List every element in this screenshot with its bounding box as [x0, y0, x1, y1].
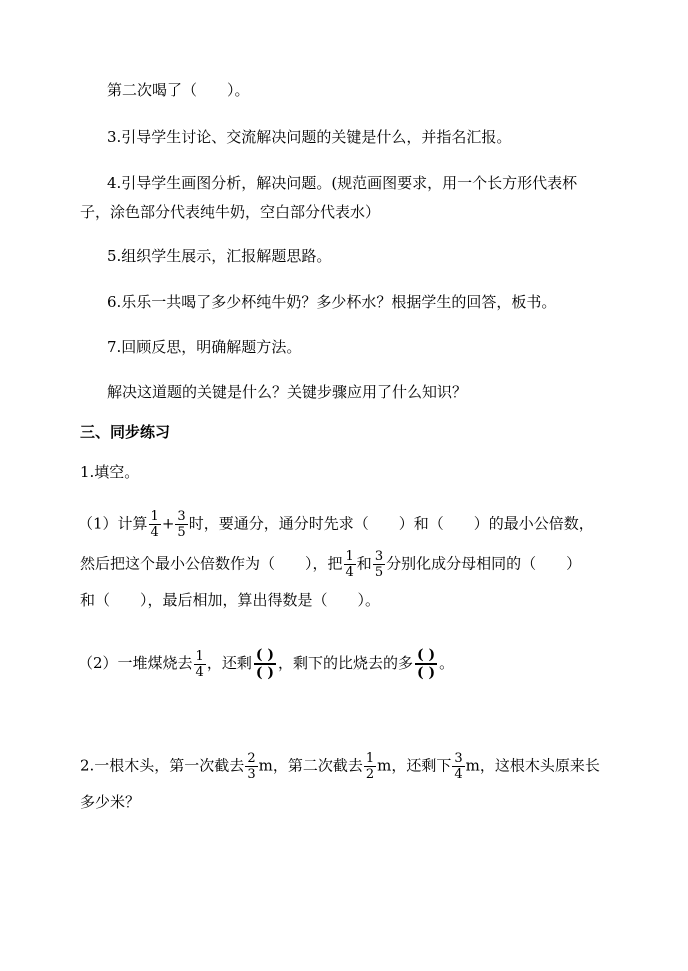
- q1-2-prefix: （2）一堆煤烧去: [78, 654, 193, 672]
- question-1-2: [78, 647, 454, 681]
- q2-prefix: 2.一根木头，第一次截去: [80, 756, 245, 775]
- fraction-numerator: 3: [374, 549, 384, 564]
- question-title: 1.填空。: [80, 463, 140, 481]
- section-title: 三、同步练习: [80, 423, 171, 441]
- text-line: 7.回顾反思，明确解题方法。: [107, 338, 302, 356]
- and-word: 和: [356, 554, 372, 573]
- fraction-one-fourth: [194, 649, 206, 680]
- text-line: 6.乐乐一共喝了多少杯纯牛奶？多少杯水？根据学生的回答，板书。: [107, 293, 557, 311]
- fraction-one-half: [364, 751, 376, 782]
- blank-fraction: [254, 647, 276, 681]
- fraction-numerator: 3: [454, 751, 463, 766]
- q2-unit2: m，还剩下: [377, 756, 452, 775]
- q2-unit3: m，这根木头原来长: [465, 756, 600, 775]
- text-line: 第二次喝了（ ）。: [107, 81, 250, 99]
- q1-2-mid: ，还剩: [206, 654, 252, 672]
- fraction-three-fifths: [175, 509, 187, 540]
- question-1-1-line-2: [80, 549, 581, 580]
- text-line: 5.组织学生展示，汇报解题思路。: [107, 247, 332, 265]
- text-line: 解决这道题的关键是什么？关键步骤应用了什么知识？: [107, 383, 468, 401]
- q1-2-mid2: ，剩下的比烧去的多: [277, 654, 413, 672]
- fraction-three-fourths: [452, 751, 464, 782]
- blank-numerator: ( ): [255, 647, 274, 663]
- blank-fraction: [415, 647, 437, 681]
- q2-unit1: m，第二次截去: [258, 756, 363, 775]
- fraction-two-thirds: [245, 751, 257, 782]
- fraction-numerator: 1: [150, 509, 159, 524]
- text-line: 3.引导学生讨论、交流解决问题的关键是什么，并指名汇报。: [107, 128, 512, 146]
- question-1-1-line-3: 和（ ），最后相加，算出得数是（ ）。: [80, 591, 381, 609]
- blank-numerator: ( ): [416, 647, 436, 663]
- fraction-numerator: 2: [247, 751, 256, 766]
- fraction-numerator: 1: [365, 751, 375, 766]
- q1-1-mid: 时，要通分，通分时先求（ ）和（ ）的最小公倍数，: [188, 514, 594, 533]
- fraction-denominator: 4: [345, 565, 354, 580]
- question-2-line-2: 多少米？: [80, 793, 141, 811]
- fraction-denominator: 5: [374, 565, 384, 580]
- question-1-1-line-1: [78, 509, 594, 540]
- fraction-denominator: 2: [365, 767, 375, 782]
- question-2-line-1: [80, 751, 600, 782]
- q1-1-prefix: （1）计算: [78, 514, 148, 533]
- blank-denominator: ( ): [255, 665, 274, 681]
- fraction-denominator: 4: [150, 525, 159, 540]
- fraction-denominator: 5: [177, 525, 186, 540]
- fraction-numerator: 1: [345, 549, 354, 564]
- fraction-three-fifths: [373, 549, 385, 580]
- fraction-denominator: 3: [247, 767, 256, 782]
- text-line: 子，涂色部分代表纯牛奶，空白部分代表水）: [80, 203, 381, 221]
- q1-1-line2b: 分别化成分母相同的（ ）: [386, 554, 582, 573]
- text-line: 4.引导学生画图分析，解决问题。(规范画图要求，用一个长方形代表杯: [107, 174, 578, 192]
- plus-sign: +: [161, 514, 175, 533]
- fraction-numerator: 1: [195, 648, 204, 664]
- q1-2-end: 。: [439, 654, 455, 672]
- fraction-numerator: 3: [177, 509, 186, 524]
- fraction-denominator: 4: [195, 664, 204, 680]
- q1-1-line2a: 然后把这个最小公倍数作为（ ），把: [80, 554, 343, 573]
- blank-denominator: ( ): [416, 665, 436, 681]
- fraction-denominator: 4: [454, 767, 463, 782]
- fraction-one-fourth: [149, 509, 161, 540]
- fraction-one-fourth: [344, 549, 356, 580]
